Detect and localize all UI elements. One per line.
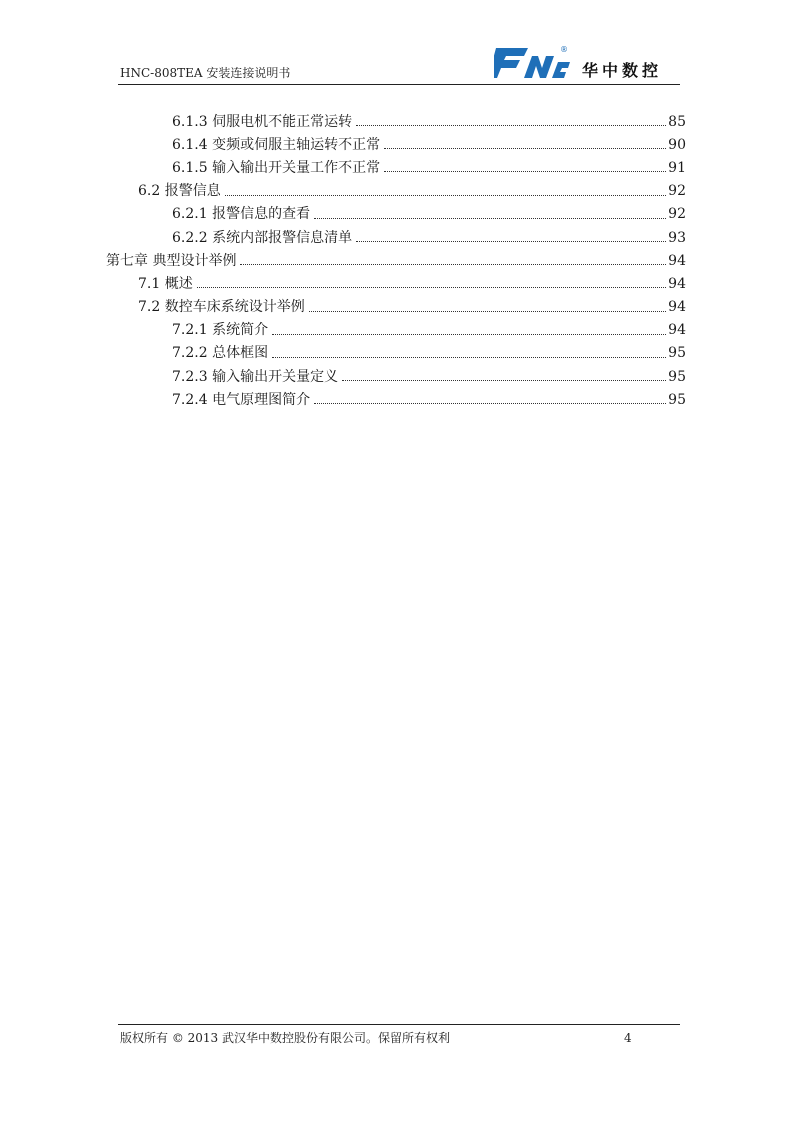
hnc-logo-icon xyxy=(494,42,574,82)
page-number: 4 xyxy=(624,1031,632,1045)
toc-entry[interactable] xyxy=(106,180,686,203)
toc-entry[interactable] xyxy=(106,203,686,226)
toc-entry-title: 7.1 概述 xyxy=(138,275,193,292)
toc-dot-leader xyxy=(356,125,666,126)
toc-dot-leader xyxy=(384,171,666,172)
toc-dot-leader xyxy=(197,287,666,288)
toc-entry[interactable] xyxy=(106,319,686,342)
toc-entry-title: 6.2.1 报警信息的查看 xyxy=(172,206,311,223)
toc-entry[interactable] xyxy=(106,365,686,388)
toc-entry-page: 94 xyxy=(668,252,686,269)
toc-entry-title: 6.1.3 伺服电机不能正常运转 xyxy=(172,113,353,130)
toc-entry-page: 94 xyxy=(668,299,686,316)
toc-entry-page: 92 xyxy=(668,206,686,223)
table-of-contents xyxy=(106,110,686,411)
toc-dot-leader xyxy=(342,380,666,381)
toc-entry-page: 85 xyxy=(668,113,686,130)
toc-entry-page: 90 xyxy=(668,136,686,153)
toc-entry[interactable] xyxy=(106,226,686,249)
toc-entry-title: 6.1.5 输入输出开关量工作不正常 xyxy=(172,159,381,176)
document-title: HNC-808TEA 安装连接说明书 xyxy=(120,66,291,80)
header-divider xyxy=(118,84,680,85)
toc-entry[interactable] xyxy=(106,133,686,156)
toc-entry-title: 7.2.3 输入输出开关量定义 xyxy=(172,368,339,385)
page-header xyxy=(118,40,680,82)
toc-entry-title: 6.1.4 变频或伺服主轴运转不正常 xyxy=(172,136,381,153)
toc-entry-page: 95 xyxy=(668,345,686,362)
toc-entry-title: 7.2.1 系统简介 xyxy=(172,322,269,339)
toc-entry-page: 93 xyxy=(668,229,686,246)
toc-entry-page: 95 xyxy=(668,391,686,408)
toc-dot-leader xyxy=(384,148,666,149)
toc-dot-leader xyxy=(225,195,666,196)
registered-mark: ® xyxy=(560,45,568,54)
logo-text: 华中数控 xyxy=(582,61,663,80)
toc-entry-page: 95 xyxy=(668,368,686,385)
toc-entry[interactable] xyxy=(106,249,686,272)
toc-entry-title: 7.2.2 总体框图 xyxy=(172,345,269,362)
toc-entry-page: 92 xyxy=(668,183,686,200)
toc-entry-title: 6.2 报警信息 xyxy=(138,183,221,200)
toc-entry-page: 91 xyxy=(668,159,686,176)
toc-entry[interactable] xyxy=(106,342,686,365)
toc-entry[interactable] xyxy=(106,388,686,411)
toc-entry-page: 94 xyxy=(668,275,686,292)
toc-entry-title: 7.2.4 电气原理图简介 xyxy=(172,391,311,408)
toc-entry-title: 6.2.2 系统内部报警信息清单 xyxy=(172,229,353,246)
company-logo xyxy=(494,42,680,82)
toc-dot-leader xyxy=(240,264,666,265)
toc-entry[interactable] xyxy=(106,272,686,295)
toc-entry-title: 7.2 数控车床系统设计举例 xyxy=(138,299,305,316)
toc-dot-leader xyxy=(314,403,666,404)
toc-dot-leader xyxy=(272,334,666,335)
toc-entry-title: 第七章 典型设计举例 xyxy=(106,252,237,269)
toc-entry[interactable] xyxy=(106,110,686,133)
toc-dot-leader xyxy=(314,218,666,219)
toc-dot-leader xyxy=(309,311,666,312)
toc-entry-page: 94 xyxy=(668,322,686,339)
toc-dot-leader xyxy=(356,241,666,242)
footer-copyright: 版权所有 © 2013 武汉华中数控股份有限公司。保留所有权利 xyxy=(120,1031,450,1045)
toc-dot-leader xyxy=(272,357,666,358)
toc-entry[interactable] xyxy=(106,296,686,319)
footer-divider xyxy=(118,1024,680,1025)
toc-entry[interactable] xyxy=(106,156,686,179)
